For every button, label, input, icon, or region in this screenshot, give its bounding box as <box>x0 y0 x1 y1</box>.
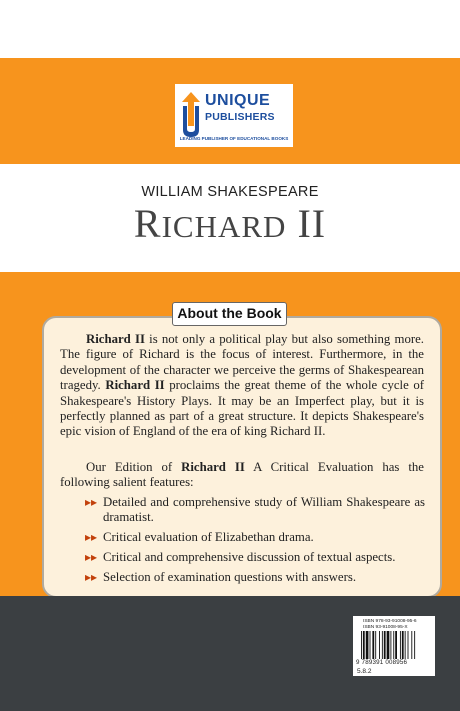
list-item <box>85 550 425 565</box>
logo-tagline: LEADING PUBLISHER OF EDUCATIONAL BOOKS <box>179 136 289 141</box>
double-arrow-bullet-icon: ▸▸ <box>85 570 98 585</box>
paragraph-1-text-a: is not only a political play but also something more. The figure of Richard is the focus of interest. Furthermore, in the development of the character we perceive the germs of Shakespearean tragedy. <box>60 332 424 393</box>
logo-u-arrow-icon <box>181 92 201 138</box>
about-the-book-label: About the Book <box>172 302 287 326</box>
barcode-digits: 9 789391 008956 <box>356 659 408 666</box>
logo-name-line1: UNIQUE <box>205 92 271 109</box>
feature-text: Critical evaluation of Elizabethan drama. <box>103 530 314 545</box>
double-arrow-bullet-icon: ▸▸ <box>85 530 98 545</box>
features-list <box>85 495 425 590</box>
publisher-logo <box>175 84 293 147</box>
bold-title-ref: Richard II <box>105 378 165 393</box>
feature-text: Critical and comprehensive discussion of textual aspects. <box>103 550 396 565</box>
bold-title-ref: Richard II <box>86 332 145 346</box>
bold-title-ref: Richard II <box>181 460 245 474</box>
title-numeral: II <box>297 201 327 246</box>
top-white-band <box>0 0 460 58</box>
list-item <box>85 495 425 526</box>
isbn-13: ISBN 978-93-91008-95-6 <box>363 619 417 624</box>
price-code: 5.8.2 <box>357 668 372 675</box>
feature-text: Detailed and comprehensive study of William Shakespeare as dramatist. <box>103 495 425 525</box>
description-paragraph-2 <box>60 460 424 491</box>
paragraph-2-text-b: A Critical Evaluation has the following salient features: <box>60 460 424 490</box>
author-name: WILLIAM SHAKESPEARE <box>141 184 319 200</box>
title-rest: ICHARD <box>161 209 287 244</box>
paragraph-1-text-b: proclaims the great theme of the whole cycle of Shakespeare's History Plays. It may be an Imperfect play, but it is perfectly planned as part of a great structure. It depicts Shakespeare's epic vision of England of the era of king Richard II. <box>60 378 424 439</box>
double-arrow-bullet-icon: ▸▸ <box>85 550 98 565</box>
barcode-bars-icon <box>361 631 431 659</box>
logo-name-line2: PUBLISHERS <box>205 111 275 123</box>
feature-text: Selection of examination questions with answers. <box>103 570 357 585</box>
description-paragraph-1 <box>60 332 424 440</box>
double-arrow-bullet-icon: ▸▸ <box>85 495 98 509</box>
list-item <box>85 570 425 585</box>
isbn-10: ISBN 93-91008-95-X <box>363 625 408 630</box>
book-title <box>0 200 460 247</box>
list-item <box>85 530 425 545</box>
title-initial: R <box>133 201 162 246</box>
barcode-block <box>353 616 435 676</box>
paragraph-2-text-a: Our Edition of <box>86 460 182 474</box>
